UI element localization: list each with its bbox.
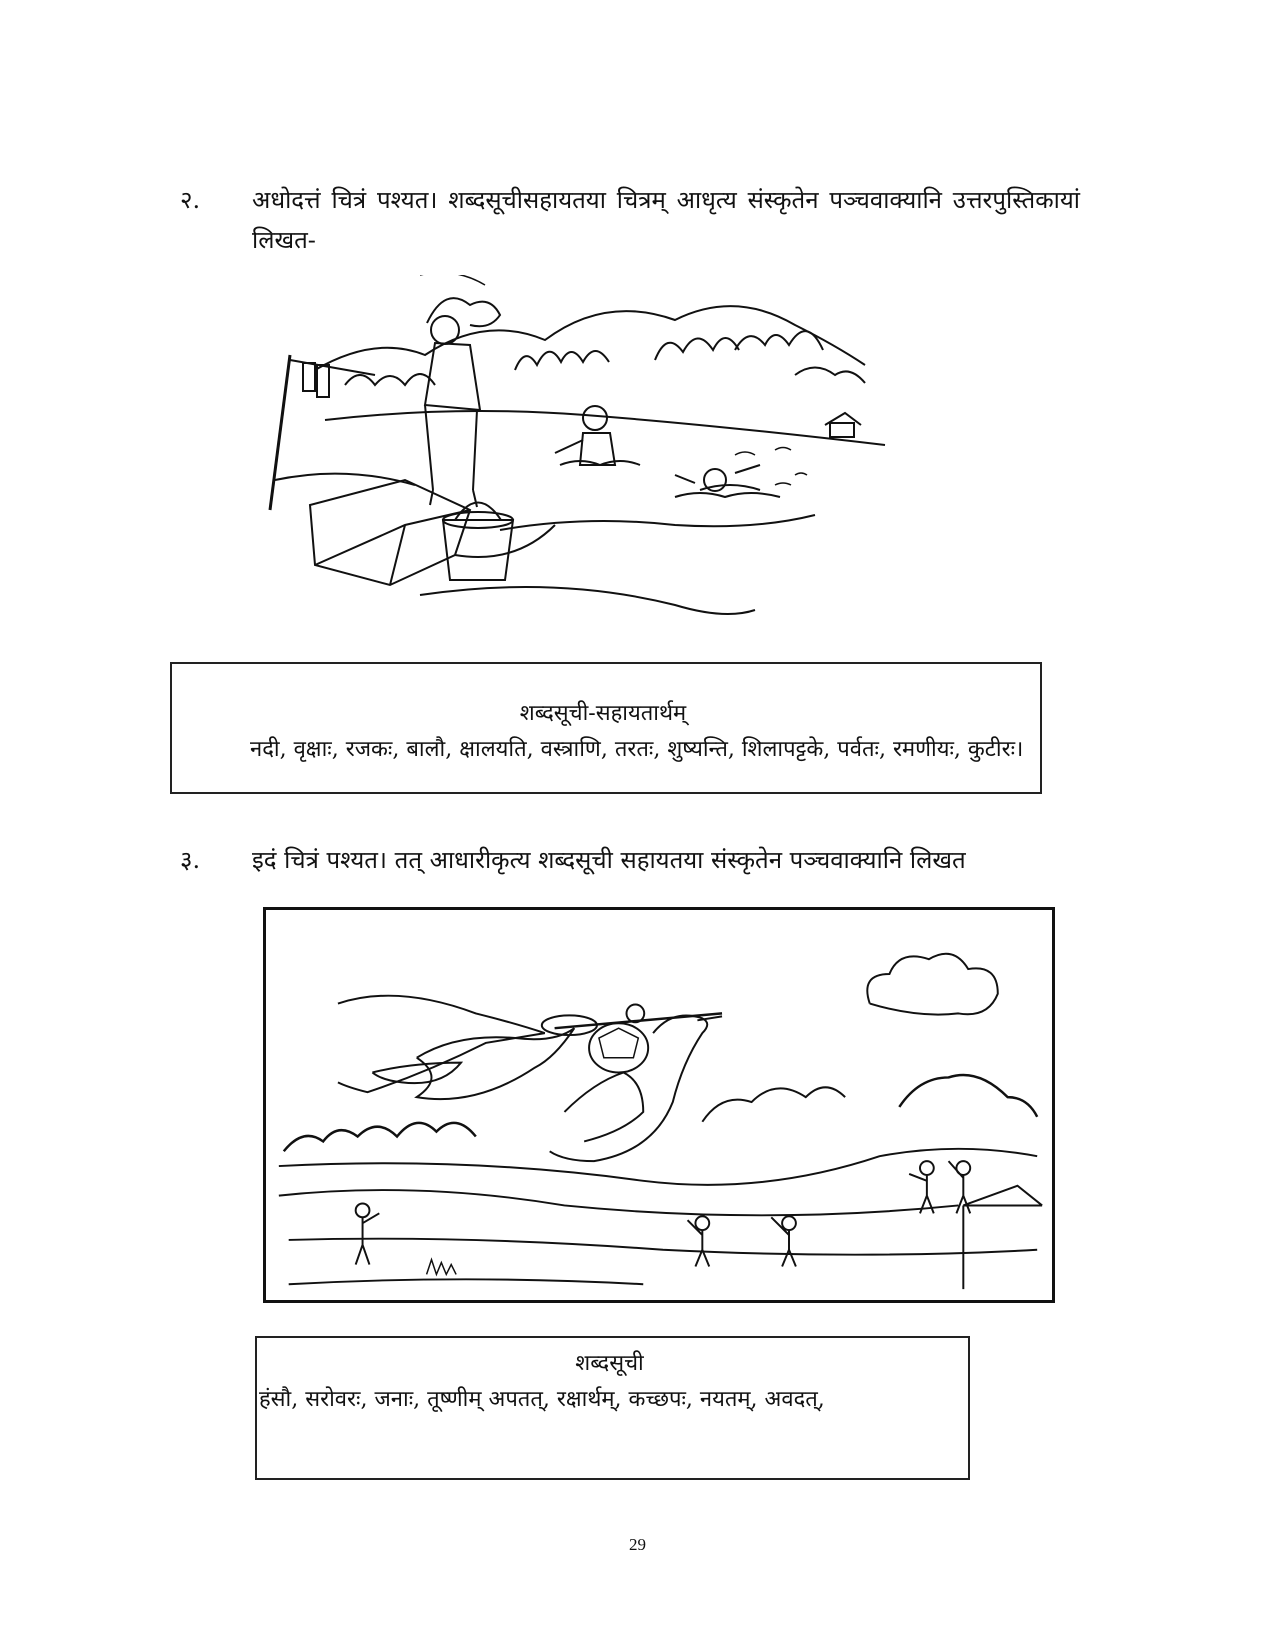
geese-tortoise-illustration [263, 907, 1055, 1303]
word-list-1-title: शब्दसूची-सहायतार्थम् [519, 701, 687, 726]
question-2 [180, 180, 1080, 260]
question-2-text: अधोदत्तं चित्रं पश्यत। शब्दसूचीसहायतया चित्रम् आधृत्य संस्कृतेन पञ्चवाक्यानि उत्तरपुस्तिकायां लिखत- [252, 186, 1080, 254]
question-2-number: २. [180, 186, 201, 214]
word-list-box-2 [255, 1336, 970, 1480]
question-3-text: इदं चित्रं पश्यत। तत् आधारीकृत्य शब्दसूची सहायतया संस्कृतेन पञ्चवाक्यानि लिखत [252, 846, 966, 874]
question-3 [180, 840, 1080, 880]
page-number: 29 [629, 1535, 646, 1554]
word-list-2-title: शब्दसूची [575, 1351, 644, 1376]
river-washing-illustration [255, 275, 895, 640]
word-list-box-1 [170, 662, 1042, 794]
question-3-number: ३. [180, 846, 201, 874]
word-list-1-words: नदी, वृक्षाः, रजकः, बालौ, क्षालयति, वस्त्राणि, तरतः, शुष्यन्ति, शिलापट्टके, पर्वतः, रमणीयः, कुटीरः। [250, 737, 1024, 762]
word-list-2-words: हंसौ, सरोवरः, जनाः, तूष्णीम् अपतत्, रक्षार्थम्, कच्छपः, नयतम्, अवदत्, [259, 1387, 825, 1412]
